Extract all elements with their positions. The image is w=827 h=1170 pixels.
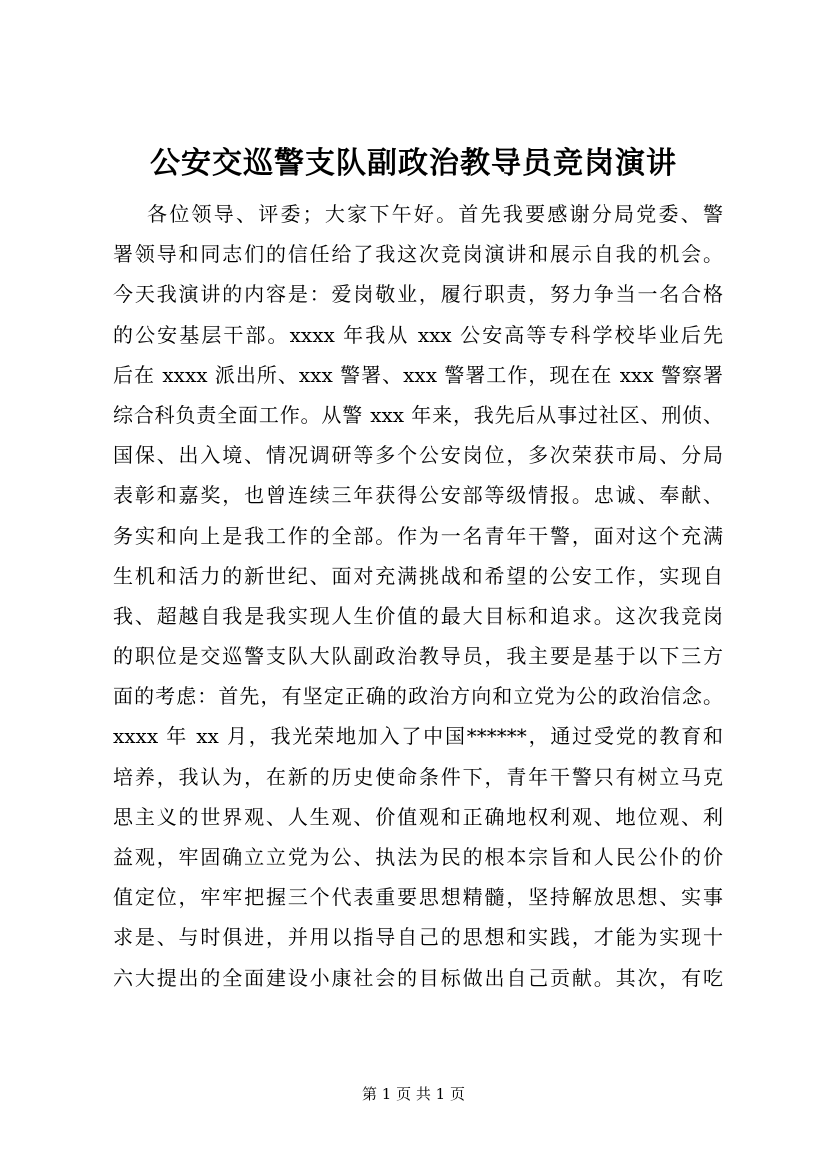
body-line: 署领导和同志们的信任给了我这次竞岗演讲和展示自我的机会。 xyxy=(113,242,723,267)
body-line: 国保、出入境、情况调研等多个公安岗位，多次荣获市局、分局 xyxy=(113,443,723,468)
body-line: 后在 xxxx 派出所、xxx 警署、xxx 警署工作，现在在 xxx 警察署 xyxy=(113,362,723,387)
body-line: 务实和向上是我工作的全部。作为一名青年干警，面对这个充满 xyxy=(113,523,723,548)
body-line: 各位领导、评委；大家下午好。首先我要感谢分局党委、警 xyxy=(147,202,723,226)
document-title: 公安交巡警支队副政治教导员竞岗演讲 xyxy=(150,146,677,181)
body-line: xxxx 年 xx 月，我光荣地加入了中国******，通过受党的教育和 xyxy=(113,724,723,749)
body-line: 的职位是交巡警支队大队副政治教导员，我主要是基于以下三方 xyxy=(113,644,723,669)
body-line: 值定位，牢牢把握三个代表重要思想精髓，坚持解放思想、实事 xyxy=(113,885,723,910)
page-footer: 第 1 页 共 1 页 xyxy=(362,1085,465,1103)
body-line: 今天我演讲的内容是：爱岗敬业，履行职责，努力争当一名合格 xyxy=(113,282,723,307)
body-line: 的公安基层干部。xxxx 年我从 xxx 公安高等专科学校毕业后先 xyxy=(113,322,723,347)
body-line: 综合科负责全面工作。从警 xxx 年来，我先后从事过社区、刑侦、 xyxy=(113,402,723,427)
body-line: 培养，我认为，在新的历史使命条件下，青年干警只有树立马克 xyxy=(113,764,723,789)
body-line: 表彰和嘉奖，也曾连续三年获得公安部等级情报。忠诚、奉献、 xyxy=(113,483,723,508)
document-body xyxy=(113,194,723,998)
body-line: 生机和活力的新世纪、面对充满挑战和希望的公安工作，实现自 xyxy=(113,563,723,588)
body-line: 求是、与时俱进，并用以指导自己的思想和实践，才能为实现十 xyxy=(113,925,723,950)
body-line: 我、超越自我是我实现人生价值的最大目标和追求。这次我竞岗 xyxy=(113,603,723,628)
body-line: 益观，牢固确立立党为公、执法为民的根本宗旨和人民公仆的价 xyxy=(113,845,723,869)
body-line: 思主义的世界观、人生观、价值观和正确地权利观、地位观、利 xyxy=(113,804,723,829)
body-line: 面的考虑：首先，有坚定正确的政治方向和立党为公的政治信念。 xyxy=(113,684,723,709)
body-line: 六大提出的全面建设小康社会的目标做出自己贡献。其次，有吃 xyxy=(113,965,723,990)
